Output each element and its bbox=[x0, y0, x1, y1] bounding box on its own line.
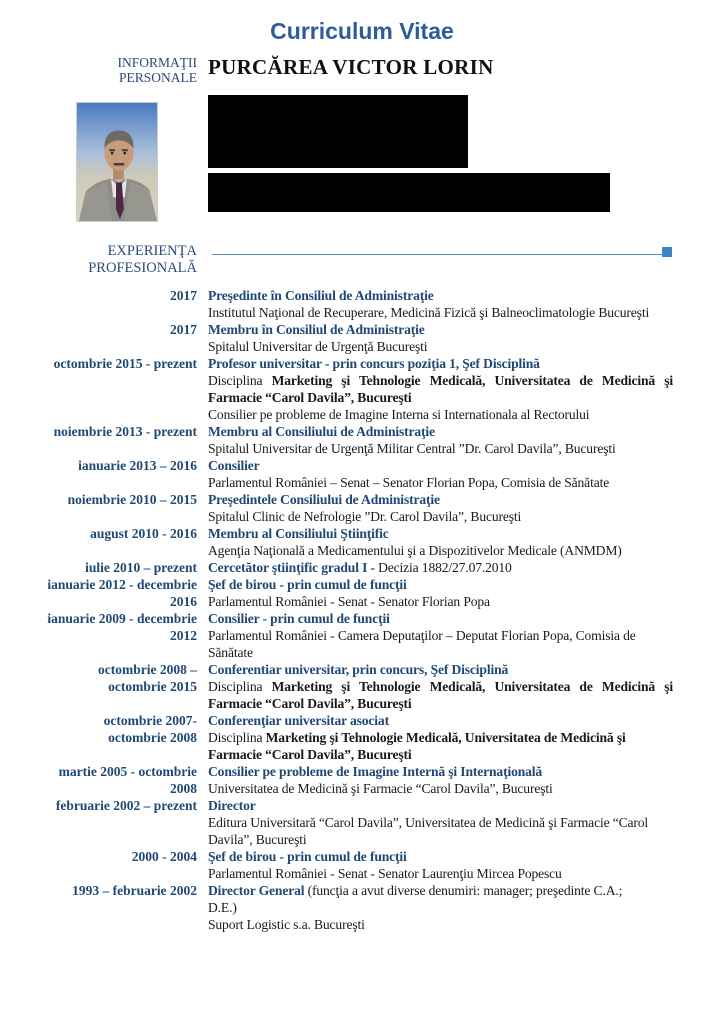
entry-line bbox=[208, 559, 673, 576]
text-run: Farmacie “Carol Davila”, Bucureşti bbox=[208, 747, 412, 762]
section-divider-square bbox=[662, 247, 672, 257]
experience-row bbox=[0, 610, 724, 661]
entry-line bbox=[208, 389, 673, 406]
text-run: Spitalul Universitar de Urgenţă Bucureşti bbox=[208, 339, 428, 354]
entry-date-line: august 2010 - 2016 bbox=[90, 526, 197, 541]
experience-row bbox=[0, 763, 724, 797]
text-run: Farmacie “Carol Davila”, Bucureşti bbox=[208, 390, 412, 405]
entry-line bbox=[208, 287, 673, 304]
text-run: Suport Logistic s.a. Bucureşti bbox=[208, 917, 365, 932]
redaction-bar-2 bbox=[208, 173, 610, 212]
text-run: Membru în Consiliul de Administraţie bbox=[208, 322, 425, 337]
experience-row bbox=[0, 797, 724, 848]
entry-date-line: 2016 bbox=[170, 594, 197, 609]
entry-description bbox=[208, 763, 673, 797]
entry-line bbox=[208, 610, 673, 627]
text-run: Membru al Consiliului Ştiinţific bbox=[208, 526, 389, 541]
experience-row bbox=[0, 559, 724, 576]
entry-date-line: ianuarie 2012 - decembrie bbox=[47, 577, 197, 592]
entry-date bbox=[0, 797, 197, 814]
text-run: Şef de birou - prin cumul de funcţii bbox=[208, 577, 407, 592]
entry-line bbox=[208, 814, 673, 831]
entry-line bbox=[208, 678, 673, 695]
entry-description bbox=[208, 525, 673, 559]
text-run: Conferenţiar universitar asociat bbox=[208, 713, 389, 728]
entry-line bbox=[208, 865, 673, 882]
experience-row bbox=[0, 321, 724, 355]
text-run: Parlamentul României – Senat – Senator Florian Popa, Comisia de Sănătate bbox=[208, 475, 610, 490]
experience-row bbox=[0, 661, 724, 712]
entry-line bbox=[208, 474, 673, 491]
experience-entries bbox=[0, 287, 724, 933]
text-run: Consilier pe probleme de Imagine Internă şi Internaţională bbox=[208, 764, 543, 779]
text-run: (funcţia a avut diverse denumiri: manager; preşedinte C.A.; bbox=[304, 883, 623, 898]
text-run: Director bbox=[208, 798, 256, 813]
entry-line bbox=[208, 542, 673, 559]
text-run: Şef de birou - prin cumul de funcţii bbox=[208, 849, 407, 864]
entry-date bbox=[0, 661, 197, 695]
entry-date bbox=[0, 848, 197, 865]
experience-row bbox=[0, 848, 724, 882]
entry-date bbox=[0, 576, 197, 610]
entry-date-line: ianuarie 2009 - decembrie bbox=[47, 611, 197, 626]
entry-date-line: octombrie 2008 bbox=[108, 730, 197, 745]
entry-line bbox=[208, 355, 673, 372]
entry-line bbox=[208, 627, 673, 644]
entry-line bbox=[208, 491, 673, 508]
entry-line bbox=[208, 644, 673, 661]
entry-date bbox=[0, 525, 197, 542]
entry-date-line: iulie 2010 – prezent bbox=[85, 560, 197, 575]
text-run: Profesor universitar - prin concurs poziţia 1, Şef Disciplină bbox=[208, 356, 540, 371]
profile-photo bbox=[76, 102, 158, 222]
text-run: Preşedintele Consiliului de Administraţie bbox=[208, 492, 440, 507]
entry-line bbox=[208, 797, 673, 814]
entry-line bbox=[208, 576, 673, 593]
entry-description bbox=[208, 848, 673, 882]
experience-row bbox=[0, 491, 724, 525]
entry-line bbox=[208, 848, 673, 865]
entry-description bbox=[208, 712, 673, 763]
text-run: D.E.) bbox=[208, 900, 237, 915]
entry-description bbox=[208, 797, 673, 848]
entry-date-line: octombrie 2008 – bbox=[98, 662, 197, 677]
entry-description bbox=[208, 457, 673, 491]
personal-info-label-line2: PERSONALE bbox=[118, 70, 197, 85]
personal-info-label-line1: INFORMAŢII bbox=[117, 55, 197, 70]
entry-date-line: octombrie 2007- bbox=[103, 713, 197, 728]
document-title: Curriculum Vitae bbox=[270, 18, 454, 44]
entry-line bbox=[208, 763, 673, 780]
entry-line bbox=[208, 440, 673, 457]
entry-line bbox=[208, 916, 673, 933]
entry-description bbox=[208, 423, 673, 457]
experience-row bbox=[0, 287, 724, 321]
text-run: Disciplina bbox=[208, 730, 266, 745]
experience-row bbox=[0, 457, 724, 491]
text-run: Spitalul Universitar de Urgenţă Militar Central ”Dr. Carol Davila”, Bucureşti bbox=[208, 441, 616, 456]
section-divider-line bbox=[212, 254, 664, 255]
entry-date bbox=[0, 882, 197, 899]
entry-line bbox=[208, 423, 673, 440]
entry-line bbox=[208, 457, 673, 474]
entry-line bbox=[208, 508, 673, 525]
entry-line bbox=[208, 406, 673, 423]
experience-row bbox=[0, 525, 724, 559]
text-run: Parlamentul României - Camera Deputaţilor – Deputat Florian Popa, Comisia de bbox=[208, 628, 636, 643]
entry-date-line: 2008 bbox=[170, 781, 197, 796]
entry-date-line: 2017 bbox=[170, 288, 197, 303]
experience-heading-line2: PROFESIONALĂ bbox=[88, 260, 197, 276]
text-run: Membru al Consiliului de Administraţie bbox=[208, 424, 435, 439]
entry-date-line: 2012 bbox=[170, 628, 197, 643]
entry-date-line: februarie 2002 – prezent bbox=[55, 798, 197, 813]
entry-description bbox=[208, 661, 673, 712]
entry-date bbox=[0, 610, 197, 644]
text-run: Editura Universitară “Carol Davila”, Universitatea de Medicină şi Farmacie “Carol bbox=[208, 815, 649, 830]
entry-date bbox=[0, 457, 197, 474]
entry-description bbox=[208, 882, 673, 933]
experience-row bbox=[0, 423, 724, 457]
entry-description bbox=[208, 610, 673, 661]
entry-description bbox=[208, 355, 673, 423]
entry-line bbox=[208, 882, 673, 899]
experience-row bbox=[0, 576, 724, 610]
text-run: Cercetător ştiinţific gradul I bbox=[208, 560, 368, 575]
entry-date bbox=[0, 321, 197, 338]
text-run: Preşedinte în Consiliul de Administraţie bbox=[208, 288, 434, 303]
text-run: Marketing şi Tehnologie Medicală, Universitatea de Medicină şi bbox=[265, 730, 626, 745]
experience-row bbox=[0, 355, 724, 423]
entry-description bbox=[208, 576, 673, 610]
entry-date-line: 2017 bbox=[170, 322, 197, 337]
entry-line bbox=[208, 712, 673, 729]
experience-row bbox=[0, 712, 724, 763]
text-run: Sănătate bbox=[208, 645, 253, 660]
redaction-bar-1 bbox=[208, 95, 468, 168]
experience-row bbox=[0, 882, 724, 933]
text-run: Marketing şi Tehnologie Medicală, Universitatea de Medicină şi bbox=[271, 373, 674, 388]
text-run: Spitalul Clinic de Nefrologie ”Dr. Carol Davila”, Bucureşti bbox=[208, 509, 522, 524]
experience-heading bbox=[0, 243, 197, 277]
text-run: Davila”, Bucureşti bbox=[208, 832, 307, 847]
entry-line bbox=[208, 729, 673, 746]
text-run: Farmacie “Carol Davila”, Bucureşti bbox=[208, 696, 412, 711]
entry-date-line: 1993 – februarie 2002 bbox=[72, 883, 197, 898]
entry-date bbox=[0, 559, 197, 576]
text-run: Agenţia Naţională a Medicamentului şi a Dispozitivelor Medicale (ANMDM) bbox=[208, 543, 622, 558]
text-run: Director General bbox=[208, 883, 305, 898]
text-run: Consilier bbox=[208, 458, 260, 473]
entry-line bbox=[208, 831, 673, 848]
entry-line bbox=[208, 525, 673, 542]
entry-date-line: noiembrie 2013 - prezent bbox=[53, 424, 197, 439]
entry-line bbox=[208, 746, 673, 763]
entry-line bbox=[208, 661, 673, 678]
entry-line bbox=[208, 780, 673, 797]
entry-date bbox=[0, 423, 197, 440]
text-run: Conferentiar universitar, prin concurs, Şef Disciplină bbox=[208, 662, 509, 677]
entry-line bbox=[208, 593, 673, 610]
entry-date bbox=[0, 763, 197, 797]
entry-line bbox=[208, 695, 673, 712]
entry-date bbox=[0, 287, 197, 304]
entry-date-line: martie 2005 - octombrie bbox=[58, 764, 197, 779]
text-run: Disciplina bbox=[208, 679, 272, 694]
text-run: Consilier - prin cumul de funcţii bbox=[208, 611, 390, 626]
experience-heading-line1: EXPERIENŢA bbox=[107, 243, 197, 259]
text-run: Universitatea de Medicină şi Farmacie “Carol Davila”, Bucureşti bbox=[208, 781, 553, 796]
text-run: Parlamentul României - Senat - Senator Laurenţiu Mircea Popescu bbox=[208, 866, 562, 881]
entry-line bbox=[208, 338, 673, 355]
text-run: Disciplina bbox=[208, 373, 272, 388]
text-run: Parlamentul României - Senat - Senator Florian Popa bbox=[208, 594, 490, 609]
entry-date-line: noiembrie 2010 – 2015 bbox=[67, 492, 197, 507]
text-run: Institutul Naţional de Recuperare, Medicină Fizică şi Balneoclimatologie Bucureşti bbox=[208, 305, 650, 320]
entry-line bbox=[208, 321, 673, 338]
text-run: - Decizia 1882/27.07.2010 bbox=[367, 560, 512, 575]
entry-date bbox=[0, 355, 197, 372]
entry-line bbox=[208, 372, 673, 389]
entry-date-line: ianuarie 2013 – 2016 bbox=[78, 458, 197, 473]
entry-date-line: 2000 - 2004 bbox=[131, 849, 197, 864]
entry-date bbox=[0, 712, 197, 746]
text-run: Consilier pe probleme de Imagine Interna si Internationala al Rectorului bbox=[208, 407, 590, 422]
text-run: Marketing şi Tehnologie Medicală, Universitatea de Medicină şi bbox=[271, 679, 674, 694]
personal-info-label bbox=[0, 55, 197, 85]
person-name: PURCĂREA VICTOR LORIN bbox=[208, 55, 494, 79]
entry-date-line: octombrie 2015 bbox=[108, 679, 197, 694]
entry-description bbox=[208, 287, 673, 321]
entry-description bbox=[208, 321, 673, 355]
entry-description bbox=[208, 559, 673, 576]
entry-date bbox=[0, 491, 197, 508]
entry-line bbox=[208, 304, 673, 321]
entry-date-line: octombrie 2015 - prezent bbox=[53, 356, 197, 371]
entry-line bbox=[208, 899, 673, 916]
entry-description bbox=[208, 491, 673, 525]
